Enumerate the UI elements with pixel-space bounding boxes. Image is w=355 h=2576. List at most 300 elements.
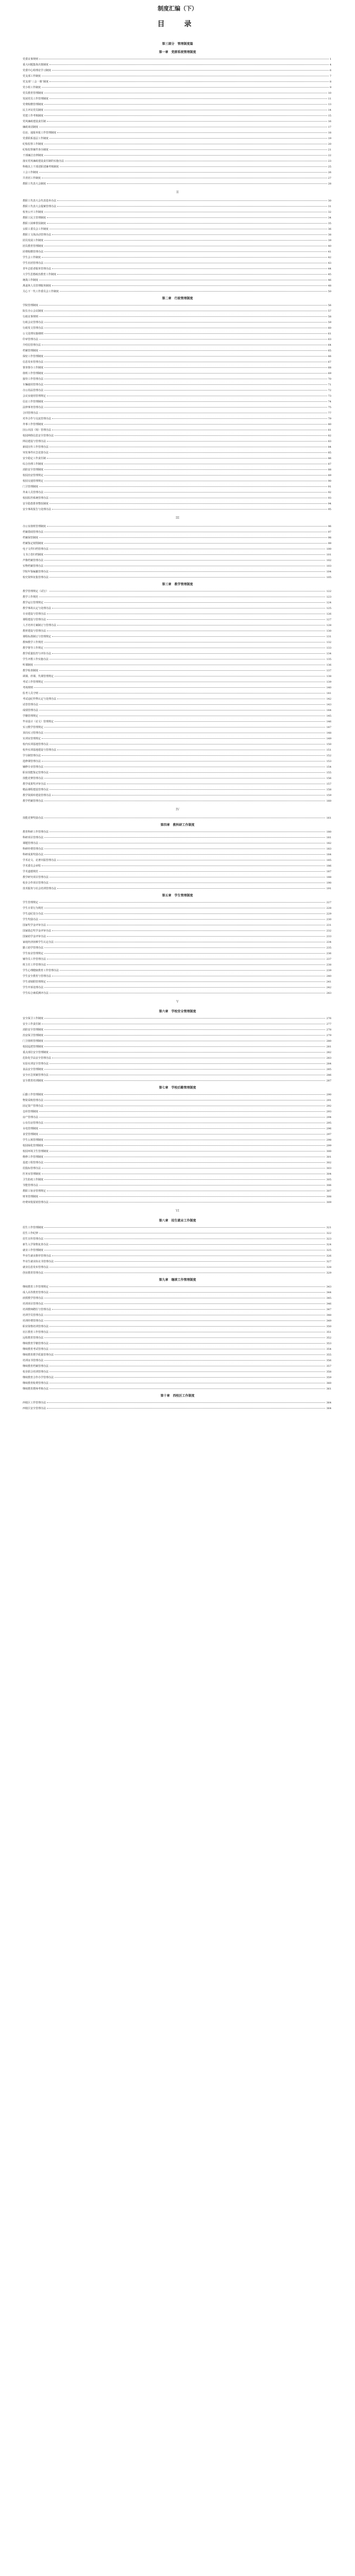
toc-entry[interactable]	[0, 1115, 355, 1121]
toc-entry[interactable]	[0, 524, 355, 530]
toc-entry[interactable]	[0, 691, 355, 697]
toc-entry[interactable]	[0, 1259, 355, 1265]
toc-entry[interactable]	[0, 799, 355, 804]
toc-entry[interactable]	[0, 852, 355, 858]
toc-entry[interactable]	[0, 1242, 355, 1248]
toc-entry-title: 党委中心组理论学习制度	[23, 69, 52, 72]
dot-leader	[49, 571, 325, 572]
toc-entry[interactable]	[0, 68, 355, 74]
toc-entry[interactable]	[0, 79, 355, 85]
toc-entry[interactable]	[0, 680, 355, 685]
toc-entry[interactable]	[0, 85, 355, 91]
toc-entry[interactable]	[0, 170, 355, 176]
toc-entry[interactable]	[0, 1253, 355, 1259]
toc-entry[interactable]	[0, 1172, 355, 1177]
toc-entry[interactable]	[0, 1022, 355, 1027]
toc-entry[interactable]	[0, 1347, 355, 1352]
toc-entry[interactable]	[0, 612, 355, 617]
toc-entry-page: 84	[328, 446, 331, 449]
chapter-title: 第六章 学校安全管理制度	[159, 1010, 196, 1013]
toc-entry[interactable]	[0, 136, 355, 142]
toc-entry[interactable]	[0, 456, 355, 462]
toc-entry-page: 297	[326, 1133, 331, 1136]
toc-entry[interactable]	[0, 962, 355, 968]
toc-entry[interactable]	[0, 354, 355, 360]
toc-entry[interactable]	[0, 940, 355, 945]
toc-entry[interactable]	[0, 1092, 355, 1098]
toc-entry[interactable]	[0, 858, 355, 863]
toc-entry[interactable]	[0, 326, 355, 331]
toc-entry[interactable]	[0, 1406, 355, 1412]
toc-entry[interactable]	[0, 923, 355, 928]
toc-entry[interactable]	[0, 1231, 355, 1236]
toc-entry[interactable]	[0, 1265, 355, 1270]
toc-entry[interactable]	[0, 575, 355, 581]
toc-entry-page: 74	[328, 400, 331, 403]
toc-entry-title: 安全隐患排查整改制度	[23, 502, 49, 505]
toc-entry-title: 安全稳定工作责任制	[23, 457, 46, 460]
dot-leader	[44, 1320, 325, 1321]
toc-entry[interactable]	[0, 1098, 355, 1104]
toc-entry[interactable]	[0, 787, 355, 793]
toc-entry[interactable]	[0, 564, 355, 569]
toc-entry-title: 校园网络信息安全管理办法	[23, 434, 54, 437]
toc-entry[interactable]	[0, 343, 355, 348]
toc-entry[interactable]	[0, 1284, 355, 1290]
toc-entry-page: 328	[326, 1266, 331, 1269]
toc-entry[interactable]	[0, 428, 355, 433]
toc-entry[interactable]	[0, 1039, 355, 1044]
toc-entry[interactable]	[0, 697, 355, 702]
toc-entry[interactable]	[0, 552, 355, 558]
toc-entry[interactable]	[0, 742, 355, 748]
toc-entry[interactable]	[0, 1270, 355, 1276]
toc-entry-title: 监考人员守则	[23, 692, 39, 695]
toc-entry[interactable]	[0, 261, 355, 266]
toc-entry-title: 信息发布管理办法	[23, 361, 44, 364]
toc-entry[interactable]	[0, 1341, 355, 1347]
toc-entry-page: 44	[328, 267, 331, 270]
toc-entry-page: 181	[326, 836, 331, 839]
toc-entry[interactable]	[0, 153, 355, 159]
toc-entry[interactable]	[0, 606, 355, 612]
toc-entry[interactable]	[0, 782, 355, 787]
toc-entry[interactable]	[0, 125, 355, 130]
toc-entry[interactable]	[0, 951, 355, 957]
toc-entry[interactable]	[0, 1155, 355, 1160]
dot-leader	[44, 1227, 325, 1228]
toc-entry-page: 233	[326, 935, 331, 938]
toc-entry[interactable]	[0, 445, 355, 450]
toc-entry-page: 277	[326, 1023, 331, 1026]
dot-leader	[55, 435, 327, 436]
toc-entry-title: 对外合作与交流管理办法	[23, 417, 52, 420]
dot-leader	[44, 373, 327, 374]
toc-entry[interactable]	[0, 1132, 355, 1138]
toc-entry[interactable]	[0, 725, 355, 731]
dot-leader	[57, 888, 325, 889]
toc-entry-page: 22	[328, 154, 331, 157]
toc-entry[interactable]	[0, 1358, 355, 1364]
toc-entry[interactable]	[0, 911, 355, 917]
toc-entry[interactable]	[0, 1044, 355, 1050]
toc-entry[interactable]	[0, 102, 355, 108]
toc-entry[interactable]	[0, 1330, 355, 1335]
toc-entry[interactable]	[0, 331, 355, 337]
toc-entry[interactable]	[0, 708, 355, 714]
toc-entry[interactable]	[0, 467, 355, 473]
toc-entry[interactable]	[0, 507, 355, 513]
toc-entry-title: 听课制度	[23, 664, 33, 667]
toc-entry[interactable]	[0, 1067, 355, 1073]
toc-entry-page: 151	[326, 749, 331, 752]
toc-entry[interactable]	[0, 985, 355, 991]
toc-entry[interactable]	[0, 651, 355, 657]
toc-entry-page: 86	[328, 457, 331, 460]
toc-entry[interactable]	[0, 979, 355, 985]
toc-entry[interactable]	[0, 880, 355, 886]
toc-entry[interactable]	[0, 629, 355, 634]
toc-entry-page: 183	[326, 848, 331, 851]
toc-entry[interactable]	[0, 501, 355, 507]
toc-entry-title: 职业技能鉴定管理办法	[23, 771, 49, 774]
toc-entry[interactable]	[0, 869, 355, 875]
toc-entry[interactable]	[0, 702, 355, 708]
toc-entry[interactable]	[0, 1386, 355, 1392]
toc-entry[interactable]	[0, 416, 355, 422]
toc-entry[interactable]	[0, 731, 355, 736]
toc-entry-title: 学院管理制度	[23, 304, 39, 307]
toc-entry[interactable]	[0, 147, 355, 153]
toc-entry[interactable]	[0, 776, 355, 782]
toc-entry[interactable]	[0, 1318, 355, 1324]
toc-entry[interactable]	[0, 1301, 355, 1307]
toc-entry[interactable]	[0, 623, 355, 629]
toc-entry-title: 教学运行管理规定	[23, 601, 44, 604]
toc-entry[interactable]	[0, 1248, 355, 1253]
toc-entry[interactable]	[0, 934, 355, 940]
toc-entry[interactable]	[0, 142, 355, 147]
toc-entry[interactable]	[0, 1225, 355, 1231]
toc-entry[interactable]	[0, 617, 355, 623]
toc-entry[interactable]	[0, 204, 355, 210]
dot-leader	[49, 503, 327, 504]
toc-entry[interactable]	[0, 496, 355, 501]
toc-entry[interactable]	[0, 793, 355, 799]
toc-entry[interactable]	[0, 377, 355, 382]
toc-entry-page: 30	[328, 199, 331, 202]
toc-entry[interactable]	[0, 589, 355, 595]
toc-entry-page: 122	[326, 590, 331, 593]
toc-entry-page: 355	[326, 1353, 331, 1357]
toc-entry-title: 团员发展工作制度	[23, 239, 44, 242]
toc-entry[interactable]	[0, 1290, 355, 1296]
toc-entry[interactable]	[0, 991, 355, 996]
toc-entry[interactable]	[0, 535, 355, 541]
toc-entry[interactable]	[0, 640, 355, 646]
toc-entry[interactable]	[0, 736, 355, 742]
toc-entry[interactable]	[0, 249, 355, 255]
toc-entry[interactable]	[0, 221, 355, 227]
toc-entry-title: 教学研究项目管理办法	[23, 876, 49, 879]
toc-entry[interactable]	[0, 759, 355, 765]
toc-entry-title: 声像档案管理办法	[23, 559, 44, 562]
toc-entry[interactable]	[0, 835, 355, 841]
toc-entry[interactable]	[0, 1313, 355, 1318]
toc-entry-title: 学生管理规定	[23, 901, 39, 904]
toc-entry-page: 305	[326, 1178, 331, 1181]
toc-entry[interactable]	[0, 433, 355, 439]
toc-entry[interactable]	[0, 1183, 355, 1189]
toc-entry[interactable]	[0, 289, 355, 295]
toc-entry[interactable]	[0, 266, 355, 272]
dot-leader	[55, 1354, 325, 1355]
toc-entry[interactable]	[0, 1016, 355, 1022]
dot-leader	[44, 837, 325, 838]
toc-entry[interactable]	[0, 1189, 355, 1194]
toc-entry[interactable]	[0, 917, 355, 923]
toc-entry-title: 教学督导工作规定	[23, 647, 44, 650]
toc-entry[interactable]	[0, 753, 355, 759]
toc-entry[interactable]	[0, 1061, 355, 1067]
toc-entry-title: 专业建设与管理办法	[23, 613, 46, 616]
dot-leader	[52, 418, 327, 419]
toc-entry[interactable]	[0, 668, 355, 674]
toc-entry[interactable]	[0, 450, 355, 456]
toc-entry[interactable]	[0, 314, 355, 320]
toc-entry[interactable]	[0, 974, 355, 979]
toc-entry[interactable]	[0, 439, 355, 445]
toc-entry[interactable]	[0, 371, 355, 377]
toc-entry[interactable]	[0, 1149, 355, 1155]
toc-entry[interactable]	[0, 1375, 355, 1381]
dot-leader	[49, 81, 329, 82]
toc-entry[interactable]	[0, 595, 355, 600]
toc-entry[interactable]	[0, 303, 355, 309]
toc-entry-page: 1	[329, 58, 331, 61]
toc-entry[interactable]	[0, 547, 355, 552]
dot-leader	[42, 87, 329, 88]
toc-entry[interactable]	[0, 227, 355, 232]
toc-entry[interactable]	[0, 113, 355, 119]
toc-entry[interactable]	[0, 945, 355, 951]
toc-entry[interactable]	[0, 244, 355, 249]
toc-entry[interactable]	[0, 674, 355, 680]
toc-entry[interactable]	[0, 558, 355, 564]
toc-entry[interactable]	[0, 1143, 355, 1149]
toc-entry[interactable]	[0, 422, 355, 428]
toc-entry[interactable]	[0, 875, 355, 880]
toc-entry[interactable]	[0, 1073, 355, 1078]
toc-entry[interactable]	[0, 1352, 355, 1358]
toc-entry[interactable]	[0, 405, 355, 411]
dot-leader	[57, 206, 327, 207]
toc-entry[interactable]	[0, 968, 355, 974]
toc-entry[interactable]	[0, 360, 355, 365]
toc-entry[interactable]	[0, 663, 355, 668]
toc-entry[interactable]	[0, 232, 355, 238]
toc-entry-page: 357	[326, 1365, 331, 1368]
toc-entry[interactable]	[0, 1236, 355, 1242]
toc-entry-title: 学分制管理办法	[23, 754, 41, 757]
toc-entry[interactable]	[0, 176, 355, 181]
toc-entry[interactable]	[0, 634, 355, 640]
toc-entry-title: 门卫管理制度	[23, 485, 39, 488]
toc-entry[interactable]	[0, 278, 355, 283]
toc-entry-title: 校园治安管理规定	[23, 474, 44, 477]
toc-entry[interactable]	[0, 569, 355, 575]
toc-entry[interactable]	[0, 900, 355, 906]
toc-entry-page: 99	[328, 542, 331, 545]
toc-entry-page: 237	[326, 958, 331, 961]
toc-entry-page: 89	[328, 474, 331, 477]
toc-entry[interactable]	[0, 646, 355, 651]
toc-entry-title: 党支部“三会一课”制度	[23, 80, 49, 83]
toc-entry[interactable]	[0, 91, 355, 96]
toc-entry-title: 团费收缴管理办法	[23, 250, 44, 253]
toc-entry[interactable]	[0, 479, 355, 484]
toc-entry[interactable]	[0, 1364, 355, 1369]
toc-entry-title: 顶岗实习管理办法	[23, 732, 44, 735]
toc-entry[interactable]	[0, 490, 355, 496]
toc-entry[interactable]	[0, 337, 355, 343]
toc-entry-title: 网站建设与管理办法	[23, 440, 46, 443]
toc-entry[interactable]	[0, 816, 355, 821]
toc-entry[interactable]	[0, 841, 355, 846]
toc-entry[interactable]	[0, 1307, 355, 1313]
toc-entry[interactable]	[0, 600, 355, 606]
toc-entry-page: 146	[326, 720, 331, 723]
toc-entry-page: 19	[328, 137, 331, 140]
toc-entry[interactable]	[0, 1027, 355, 1033]
toc-entry[interactable]	[0, 108, 355, 113]
toc-entry[interactable]	[0, 119, 355, 125]
toc-entry[interactable]	[0, 1166, 355, 1172]
toc-entry[interactable]	[0, 1200, 355, 1206]
toc-entry[interactable]	[0, 1126, 355, 1132]
toc-entry[interactable]	[0, 1400, 355, 1406]
dot-leader	[44, 367, 327, 368]
toc-entry[interactable]	[0, 1335, 355, 1341]
toc-entry[interactable]	[0, 770, 355, 776]
toc-entry[interactable]	[0, 348, 355, 354]
toc-entry[interactable]	[0, 1160, 355, 1166]
toc-entry-page: 64	[328, 344, 331, 347]
toc-entry-page: 182	[326, 842, 331, 845]
toc-entry[interactable]	[0, 541, 355, 547]
toc-entry[interactable]	[0, 863, 355, 869]
toc-entry[interactable]	[0, 62, 355, 68]
toc-entry-page: 306	[326, 1184, 331, 1187]
toc-entry[interactable]	[0, 957, 355, 962]
toc-entry[interactable]	[0, 159, 355, 164]
toc-entry[interactable]	[0, 765, 355, 770]
toc-entry-title: 印章管理办法	[23, 338, 39, 341]
toc-entry[interactable]	[0, 388, 355, 394]
toc-entry[interactable]	[0, 462, 355, 467]
toc-entry-page: 241	[326, 980, 331, 984]
toc-entry-title: 教学质量监控与评价办法	[23, 652, 52, 655]
toc-entry[interactable]	[0, 365, 355, 371]
toc-entry[interactable]	[0, 685, 355, 691]
toc-entry-title: 招投标管理办法	[23, 1167, 41, 1170]
toc-entry[interactable]	[0, 473, 355, 479]
toc-entry[interactable]	[0, 1056, 355, 1061]
toc-entry-page: 124	[326, 601, 331, 604]
dot-leader	[55, 1377, 325, 1378]
toc-entry[interactable]	[0, 238, 355, 244]
toc-entry[interactable]	[0, 1050, 355, 1056]
toc-entry[interactable]	[0, 1121, 355, 1126]
toc-entry[interactable]	[0, 748, 355, 753]
toc-entry[interactable]	[0, 255, 355, 261]
toc-entry[interactable]	[0, 309, 355, 314]
toc-entry[interactable]	[0, 1033, 355, 1039]
toc-entry[interactable]	[0, 382, 355, 388]
toc-entry[interactable]	[0, 886, 355, 892]
toc-entry[interactable]	[0, 399, 355, 405]
toc-entry[interactable]	[0, 164, 355, 170]
toc-entry[interactable]	[0, 283, 355, 289]
toc-entry[interactable]	[0, 272, 355, 278]
toc-entry[interactable]	[0, 74, 355, 79]
toc-entry[interactable]	[0, 181, 355, 187]
toc-entry[interactable]	[0, 1324, 355, 1330]
toc-entry[interactable]	[0, 1381, 355, 1386]
toc-entry[interactable]	[0, 714, 355, 719]
toc-entry-title: 继续教育档案管理办法	[23, 1365, 49, 1368]
toc-entry[interactable]	[0, 484, 355, 490]
toc-entry[interactable]	[0, 1138, 355, 1143]
toc-entry[interactable]	[0, 57, 355, 62]
toc-entry[interactable]	[0, 1109, 355, 1115]
toc-entry-page: 59	[328, 321, 331, 324]
toc-entry[interactable]	[0, 1177, 355, 1183]
toc-entry[interactable]	[0, 906, 355, 911]
toc-entry[interactable]	[0, 215, 355, 221]
toc-entry-page: 353	[326, 1342, 331, 1345]
toc-entry[interactable]	[0, 130, 355, 136]
toc-entry[interactable]	[0, 1104, 355, 1109]
toc-entry-page: 348	[326, 1314, 331, 1317]
toc-entry[interactable]	[0, 1194, 355, 1200]
toc-entry-page: 345	[326, 1297, 331, 1300]
toc-entry[interactable]	[0, 719, 355, 725]
toc-entry[interactable]	[0, 657, 355, 663]
toc-entry[interactable]	[0, 1078, 355, 1084]
toc-entry[interactable]	[0, 96, 355, 102]
toc-entry-title: 电子文件归档管理办法	[23, 548, 49, 551]
toc-entry-page: 26	[328, 171, 331, 174]
toc-entry[interactable]	[0, 829, 355, 835]
toc-entry[interactable]	[0, 846, 355, 852]
toc-entry[interactable]	[0, 1369, 355, 1375]
toc-entry[interactable]	[0, 198, 355, 204]
toc-entry[interactable]	[0, 1296, 355, 1301]
toc-entry[interactable]	[0, 394, 355, 399]
dot-leader	[49, 1371, 325, 1372]
toc-entry[interactable]	[0, 210, 355, 215]
toc-entry[interactable]	[0, 320, 355, 326]
chapter-title: 第一章 党群系统管理制度	[159, 50, 196, 54]
toc-entry-title: 培训经费管理办法	[23, 1319, 44, 1323]
toc-entry-page: 188	[326, 876, 331, 879]
toc-entry[interactable]	[0, 411, 355, 416]
toc-entry-page: 137	[326, 669, 331, 672]
toc-entry[interactable]	[0, 928, 355, 934]
toc-entry[interactable]	[0, 530, 355, 535]
chapter-title: 第三章 教学管理制度	[162, 583, 193, 586]
